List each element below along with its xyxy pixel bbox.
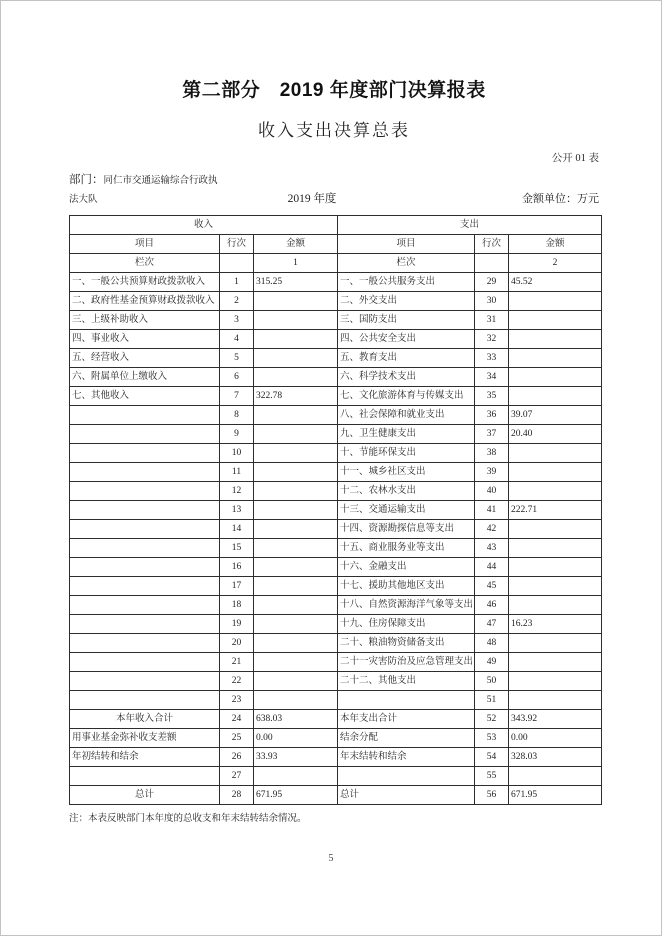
expense-item-label: 五、教育支出 <box>338 349 475 368</box>
income-item-label <box>70 406 220 425</box>
expense-line-no: 55 <box>475 767 509 786</box>
table-row <box>70 596 602 615</box>
department-label: 部门： <box>69 174 104 186</box>
income-line-no: 24 <box>220 710 254 729</box>
income-item-label <box>70 653 220 672</box>
expense-line-no: 39 <box>475 463 509 482</box>
section-header-row <box>70 216 602 235</box>
income-amount-col-header: 金额 <box>254 235 338 254</box>
table-code: 公开 01 表 <box>551 153 599 164</box>
income-item-label <box>70 767 220 786</box>
expense-col-index: 2 <box>509 254 602 273</box>
document-content <box>1 1 661 824</box>
income-line-no: 14 <box>220 520 254 539</box>
income-amount <box>254 444 338 463</box>
table-row <box>70 406 602 425</box>
income-line-no: 7 <box>220 387 254 406</box>
department-name-continued: 法大队 <box>69 195 98 205</box>
expense-item-label: 十八、自然资源海洋气象等支出 <box>338 596 475 615</box>
income-item-label <box>70 539 220 558</box>
table-row <box>70 330 602 349</box>
income-line-no: 2 <box>220 292 254 311</box>
expense-amount <box>509 482 602 501</box>
income-item-label <box>70 634 220 653</box>
expense-item-label: 二十二、其他支出 <box>338 672 475 691</box>
income-amount <box>254 615 338 634</box>
expense-item-label: 十九、住房保障支出 <box>338 615 475 634</box>
income-amount <box>254 425 338 444</box>
table-row <box>70 273 602 292</box>
income-line-no: 5 <box>220 349 254 368</box>
income-amount <box>254 368 338 387</box>
income-item-label <box>70 596 220 615</box>
income-amount <box>254 463 338 482</box>
department-line <box>69 171 599 187</box>
meta-row <box>69 190 599 206</box>
table-row <box>70 672 602 691</box>
expense-item-label: 十一、城乡社区支出 <box>338 463 475 482</box>
expense-item-label: 八、社会保障和就业支出 <box>338 406 475 425</box>
table-row <box>70 767 602 786</box>
table-row <box>70 520 602 539</box>
expense-line-no: 36 <box>475 406 509 425</box>
expense-amount: 39.07 <box>509 406 602 425</box>
table-row <box>70 558 602 577</box>
income-amount <box>254 672 338 691</box>
expense-item-label: 十七、援助其他地区支出 <box>338 577 475 596</box>
income-amount <box>254 520 338 539</box>
expense-amount: 222.71 <box>509 501 602 520</box>
expense-line-no: 35 <box>475 387 509 406</box>
income-line-no: 18 <box>220 596 254 615</box>
income-line-no: 28 <box>220 786 254 805</box>
expense-item-label: 年末结转和结余 <box>338 748 475 767</box>
income-item-label <box>70 672 220 691</box>
income-item-label <box>70 444 220 463</box>
income-item-label: 总计 <box>70 786 220 805</box>
expense-item-label: 三、国防支出 <box>338 311 475 330</box>
income-item-label: 一、一般公共预算财政拨款收入 <box>70 273 220 292</box>
footnote: 注：本表反映部门本年度的总收支和年末结转结余情况。 <box>69 814 307 824</box>
expense-line-no: 49 <box>475 653 509 672</box>
table-row <box>70 786 602 805</box>
income-amount <box>254 501 338 520</box>
income-line-no: 27 <box>220 767 254 786</box>
income-line-no: 17 <box>220 577 254 596</box>
expense-line-no: 32 <box>475 330 509 349</box>
expense-amount <box>509 539 602 558</box>
table-row <box>70 425 602 444</box>
expense-line-no: 40 <box>475 482 509 501</box>
page-title: 第二部分 2019 年度部门决算报表 <box>182 80 486 101</box>
income-line-no: 10 <box>220 444 254 463</box>
income-item-label: 年初结转和结余 <box>70 748 220 767</box>
expense-line-no: 30 <box>475 292 509 311</box>
income-item-label <box>70 482 220 501</box>
fiscal-year-label: 2019 年度 <box>287 193 337 205</box>
income-amount <box>254 349 338 368</box>
income-amount <box>254 539 338 558</box>
income-item-label: 二、政府性基金预算财政拨款收入 <box>70 292 220 311</box>
income-line-no: 11 <box>220 463 254 482</box>
expense-line-no: 31 <box>475 311 509 330</box>
expense-line-no: 47 <box>475 615 509 634</box>
expense-item-label: 二、外交支出 <box>338 292 475 311</box>
income-amount <box>254 653 338 672</box>
income-item-label: 五、经营收入 <box>70 349 220 368</box>
expense-line-no: 56 <box>475 786 509 805</box>
expense-amount <box>509 634 602 653</box>
expense-item-label: 六、科学技术支出 <box>338 368 475 387</box>
table-row <box>70 387 602 406</box>
expense-amount <box>509 672 602 691</box>
table-title: 收入支出决算总表 <box>258 121 410 140</box>
expense-item-label <box>338 691 475 710</box>
income-line-no: 19 <box>220 615 254 634</box>
income-amount <box>254 311 338 330</box>
expense-line-col-header: 行次 <box>475 235 509 254</box>
expense-amount <box>509 558 602 577</box>
table-row <box>70 691 602 710</box>
income-line-no: 6 <box>220 368 254 387</box>
table-row <box>70 653 602 672</box>
expense-index-label: 栏次 <box>338 254 475 273</box>
expense-item-label: 七、文化旅游体育与传媒支出 <box>338 387 475 406</box>
expense-line-no: 41 <box>475 501 509 520</box>
table-body <box>70 273 602 805</box>
table-row <box>70 501 602 520</box>
income-item-label <box>70 463 220 482</box>
income-index-blank <box>220 254 254 273</box>
expense-line-no: 45 <box>475 577 509 596</box>
expense-amount <box>509 368 602 387</box>
expense-amount <box>509 292 602 311</box>
expense-amount <box>509 330 602 349</box>
expense-line-no: 38 <box>475 444 509 463</box>
income-line-no: 16 <box>220 558 254 577</box>
table-row <box>70 729 602 748</box>
expense-item-label: 十四、资源勘探信息等支出 <box>338 520 475 539</box>
income-amount: 671.95 <box>254 786 338 805</box>
expense-item-label: 二十一灾害防治及应急管理支出 <box>338 653 475 672</box>
expense-amount: 343.92 <box>509 710 602 729</box>
income-item-col-header: 项目 <box>70 235 220 254</box>
expense-item-label: 总计 <box>338 786 475 805</box>
income-item-label <box>70 577 220 596</box>
amount-unit-label: 金额单位：万元 <box>522 193 599 205</box>
income-line-no: 3 <box>220 311 254 330</box>
income-amount <box>254 577 338 596</box>
expense-amount <box>509 387 602 406</box>
income-amount <box>254 558 338 577</box>
expense-line-no: 44 <box>475 558 509 577</box>
expense-item-label: 四、公共安全支出 <box>338 330 475 349</box>
income-item-label <box>70 520 220 539</box>
column-header-row <box>70 235 602 254</box>
expense-item-label: 十、节能环保支出 <box>338 444 475 463</box>
expense-item-label: 十六、金融支出 <box>338 558 475 577</box>
income-amount <box>254 691 338 710</box>
income-amount <box>254 406 338 425</box>
expense-line-no: 33 <box>475 349 509 368</box>
income-index-label: 栏次 <box>70 254 220 273</box>
expense-amount <box>509 463 602 482</box>
income-item-label <box>70 615 220 634</box>
expense-line-no: 52 <box>475 710 509 729</box>
income-line-no: 13 <box>220 501 254 520</box>
income-amount <box>254 767 338 786</box>
income-item-label: 本年收入合计 <box>70 710 220 729</box>
page-number: 5 <box>328 853 334 864</box>
expense-item-label: 十二、农林水支出 <box>338 482 475 501</box>
expense-amount: 16.23 <box>509 615 602 634</box>
expense-line-no: 51 <box>475 691 509 710</box>
expense-amount <box>509 444 602 463</box>
income-item-label <box>70 558 220 577</box>
income-line-no: 21 <box>220 653 254 672</box>
income-amount: 315.25 <box>254 273 338 292</box>
income-amount: 0.00 <box>254 729 338 748</box>
expense-item-label: 十五、商业服务业等支出 <box>338 539 475 558</box>
expense-amount: 20.40 <box>509 425 602 444</box>
expense-amount <box>509 767 602 786</box>
income-amount: 638.03 <box>254 710 338 729</box>
income-line-no: 9 <box>220 425 254 444</box>
table-row <box>70 577 602 596</box>
expense-item-label: 十三、交通运输支出 <box>338 501 475 520</box>
expense-amount: 671.95 <box>509 786 602 805</box>
table-row <box>70 615 602 634</box>
expense-line-no: 46 <box>475 596 509 615</box>
table-row <box>70 368 602 387</box>
income-amount: 33.93 <box>254 748 338 767</box>
expense-amount <box>509 311 602 330</box>
income-amount <box>254 634 338 653</box>
expense-amount <box>509 653 602 672</box>
expense-item-label <box>338 767 475 786</box>
expense-index-blank <box>475 254 509 273</box>
income-amount: 322.78 <box>254 387 338 406</box>
income-amount <box>254 330 338 349</box>
expense-line-no: 29 <box>475 273 509 292</box>
income-line-no: 26 <box>220 748 254 767</box>
expense-amount: 328.03 <box>509 748 602 767</box>
expense-amount <box>509 520 602 539</box>
income-line-no: 15 <box>220 539 254 558</box>
income-line-no: 4 <box>220 330 254 349</box>
expense-line-no: 54 <box>475 748 509 767</box>
income-item-label: 七、其他收入 <box>70 387 220 406</box>
income-item-label <box>70 691 220 710</box>
income-amount <box>254 482 338 501</box>
table-row <box>70 634 602 653</box>
income-amount <box>254 596 338 615</box>
income-item-label <box>70 501 220 520</box>
expense-amount: 45.52 <box>509 273 602 292</box>
income-line-no: 12 <box>220 482 254 501</box>
expense-section-header: 支出 <box>338 216 602 235</box>
income-line-no: 23 <box>220 691 254 710</box>
expense-amount <box>509 349 602 368</box>
income-line-no: 1 <box>220 273 254 292</box>
income-line-no: 25 <box>220 729 254 748</box>
table-row <box>70 349 602 368</box>
expense-line-no: 50 <box>475 672 509 691</box>
table-row <box>70 482 602 501</box>
budget-summary-table <box>69 215 602 805</box>
table-row <box>70 311 602 330</box>
expense-item-label: 一、一般公共服务支出 <box>338 273 475 292</box>
table-row <box>70 748 602 767</box>
income-line-no: 8 <box>220 406 254 425</box>
expense-item-label: 结余分配 <box>338 729 475 748</box>
income-item-label <box>70 425 220 444</box>
expense-amount <box>509 596 602 615</box>
income-item-label: 四、事业收入 <box>70 330 220 349</box>
expense-amount-col-header: 金额 <box>509 235 602 254</box>
income-col-index: 1 <box>254 254 338 273</box>
expense-line-no: 43 <box>475 539 509 558</box>
income-item-label: 三、上级补助收入 <box>70 311 220 330</box>
income-amount <box>254 292 338 311</box>
expense-line-no: 37 <box>475 425 509 444</box>
table-row <box>70 710 602 729</box>
expense-amount <box>509 691 602 710</box>
table-row <box>70 444 602 463</box>
table-row <box>70 539 602 558</box>
expense-line-no: 34 <box>475 368 509 387</box>
expense-item-label: 二十、粮油物资储备支出 <box>338 634 475 653</box>
column-index-row <box>70 254 602 273</box>
expense-amount: 0.00 <box>509 729 602 748</box>
table-row <box>70 463 602 482</box>
expense-item-col-header: 项目 <box>338 235 475 254</box>
expense-line-no: 42 <box>475 520 509 539</box>
income-item-label: 六、附属单位上缴收入 <box>70 368 220 387</box>
income-section-header: 收入 <box>70 216 338 235</box>
income-line-no: 22 <box>220 672 254 691</box>
expense-line-no: 53 <box>475 729 509 748</box>
department-name: 同仁市交通运输综合行政执 <box>103 176 218 186</box>
income-line-col-header: 行次 <box>220 235 254 254</box>
expense-item-label: 本年支出合计 <box>338 710 475 729</box>
table-row <box>70 292 602 311</box>
income-line-no: 20 <box>220 634 254 653</box>
expense-line-no: 48 <box>475 634 509 653</box>
expense-item-label: 九、卫生健康支出 <box>338 425 475 444</box>
income-item-label: 用事业基金弥补收支差额 <box>70 729 220 748</box>
expense-amount <box>509 577 602 596</box>
